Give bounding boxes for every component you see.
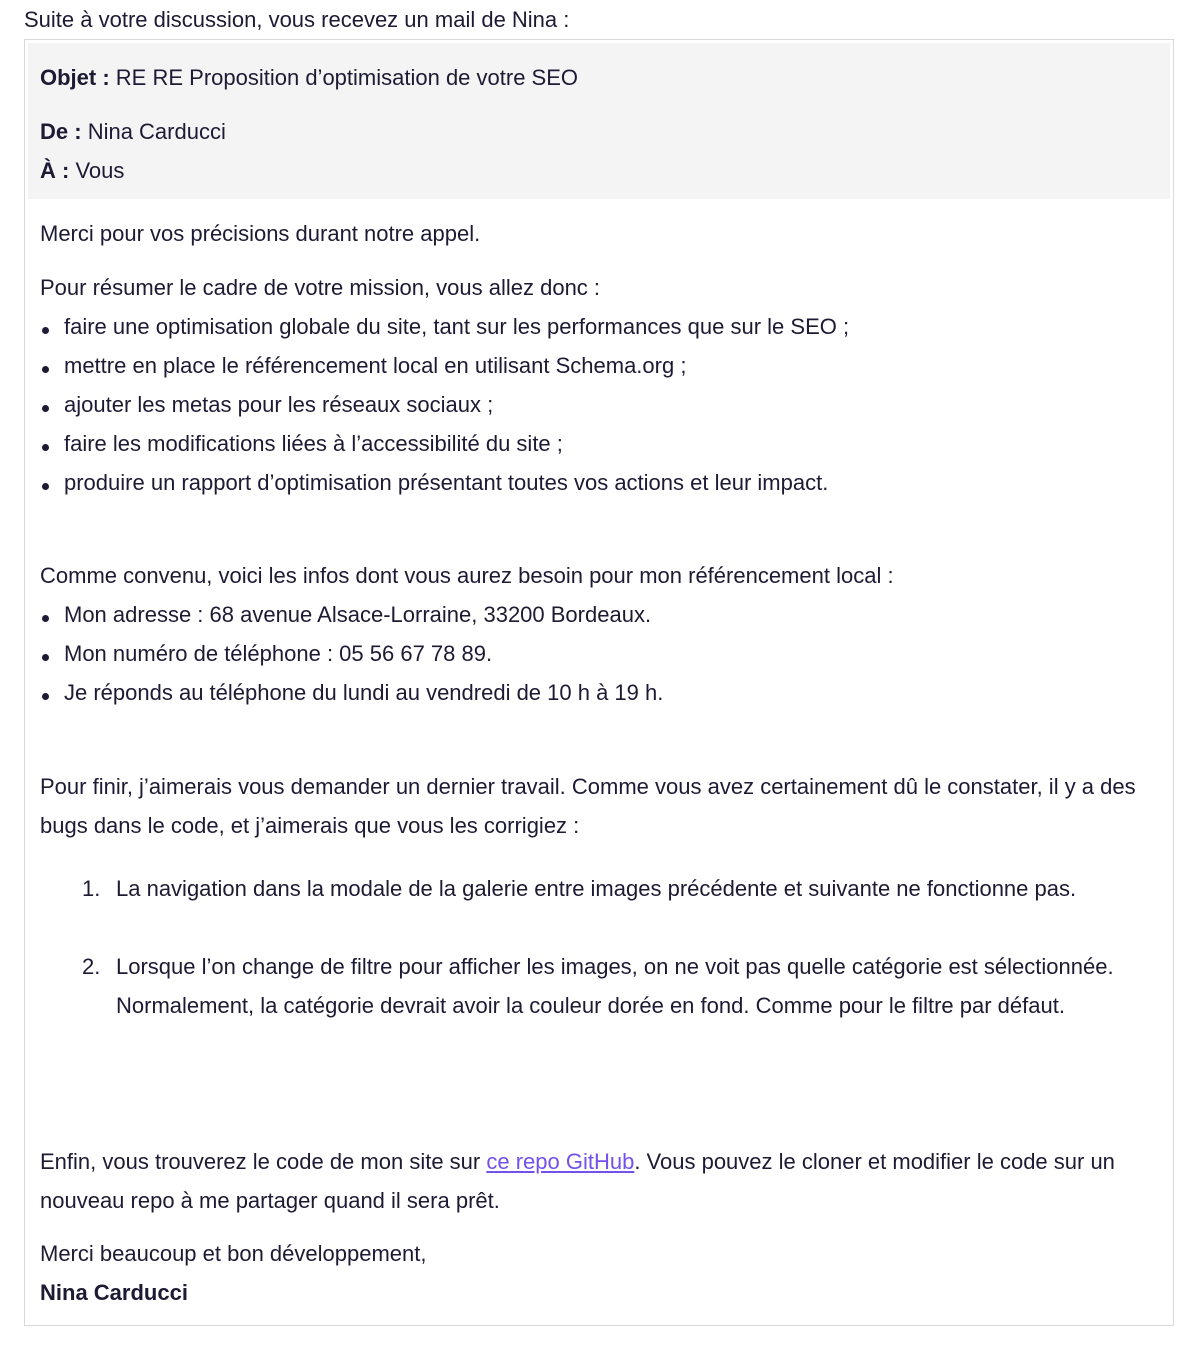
list-item: produire un rapport d’optimisation présentant toutes vos actions et leur impact. — [40, 468, 828, 498]
list-item: mettre en place le référencement local en utilisant Schema.org ; — [40, 351, 686, 381]
list-item-text: Lorsque l’on change de filtre pour afficher les images, on ne voit pas quelle catégorie est sélectionnée. Normalement, la catégorie devrait avoir la couleur dorée en fond. Comme pour le filtre par défaut. — [116, 954, 1114, 1018]
intro-text: Suite à votre discussion, vous recevez un mail de Nina : — [24, 7, 570, 32]
list-number: 1. — [82, 876, 101, 901]
list-number: 2. — [82, 954, 101, 979]
from-label: De : — [40, 119, 82, 144]
list-item: ajouter les metas pour les réseaux sociaux ; — [40, 390, 493, 420]
ordered-list-item — [82, 947, 1162, 1025]
list-item-text: La navigation dans la modale de la galerie entre images précédente et suivante ne fonctionne pas. — [116, 876, 1077, 901]
subject-line — [40, 63, 578, 93]
greeting: Merci pour vos précisions durant notre appel. — [40, 221, 481, 246]
github-repo-link[interactable]: ce repo GitHub — [486, 1149, 635, 1174]
repo-text-before: Enfin, vous trouverez le code de mon site sur — [40, 1149, 487, 1174]
local-intro: Comme convenu, voici les infos dont vous aurez besoin pour mon référencement local : — [40, 563, 894, 588]
closing: Merci beaucoup et bon développement, — [40, 1241, 427, 1266]
signature: Nina Carducci — [40, 1280, 188, 1305]
to-value: Vous — [75, 158, 125, 183]
from-line — [40, 117, 226, 147]
list-item: faire une optimisation globale du site, tant sur les performances que sur le SEO ; — [40, 312, 849, 342]
email-header — [28, 43, 1170, 199]
mission-intro: Pour résumer le cadre de votre mission, vous allez donc : — [40, 275, 601, 300]
ordered-list-item — [82, 869, 1162, 908]
to-label: À : — [40, 158, 70, 183]
email-card — [24, 39, 1174, 1326]
to-line — [40, 156, 124, 186]
subject-label: Objet : — [40, 65, 110, 90]
list-item: Mon numéro de téléphone : 05 56 67 78 89. — [40, 639, 492, 669]
subject-value: RE RE Proposition d’optimisation de votre SEO — [115, 65, 579, 90]
repo-text-after: . Vous pouvez le cloner et modifier le code sur un nouveau repo à me partager quand il sera prêt. — [40, 1149, 1115, 1213]
list-item: Je réponds au téléphone du lundi au vendredi de 10 h à 19 h. — [40, 678, 663, 708]
bugs-intro: Pour finir, j’aimerais vous demander un dernier travail. Comme vous avez certainement dû le constater, il y a des bugs dans le code, et j’aimerais que vous les corrigiez : — [40, 774, 1136, 838]
from-value: Nina Carducci — [87, 119, 226, 144]
list-item: faire les modifications liées à l’accessibilité du site ; — [40, 429, 563, 459]
list-item: Mon adresse : 68 avenue Alsace-Lorraine, 33200 Bordeaux. — [40, 600, 651, 630]
repo-paragraph — [40, 1142, 1150, 1220]
